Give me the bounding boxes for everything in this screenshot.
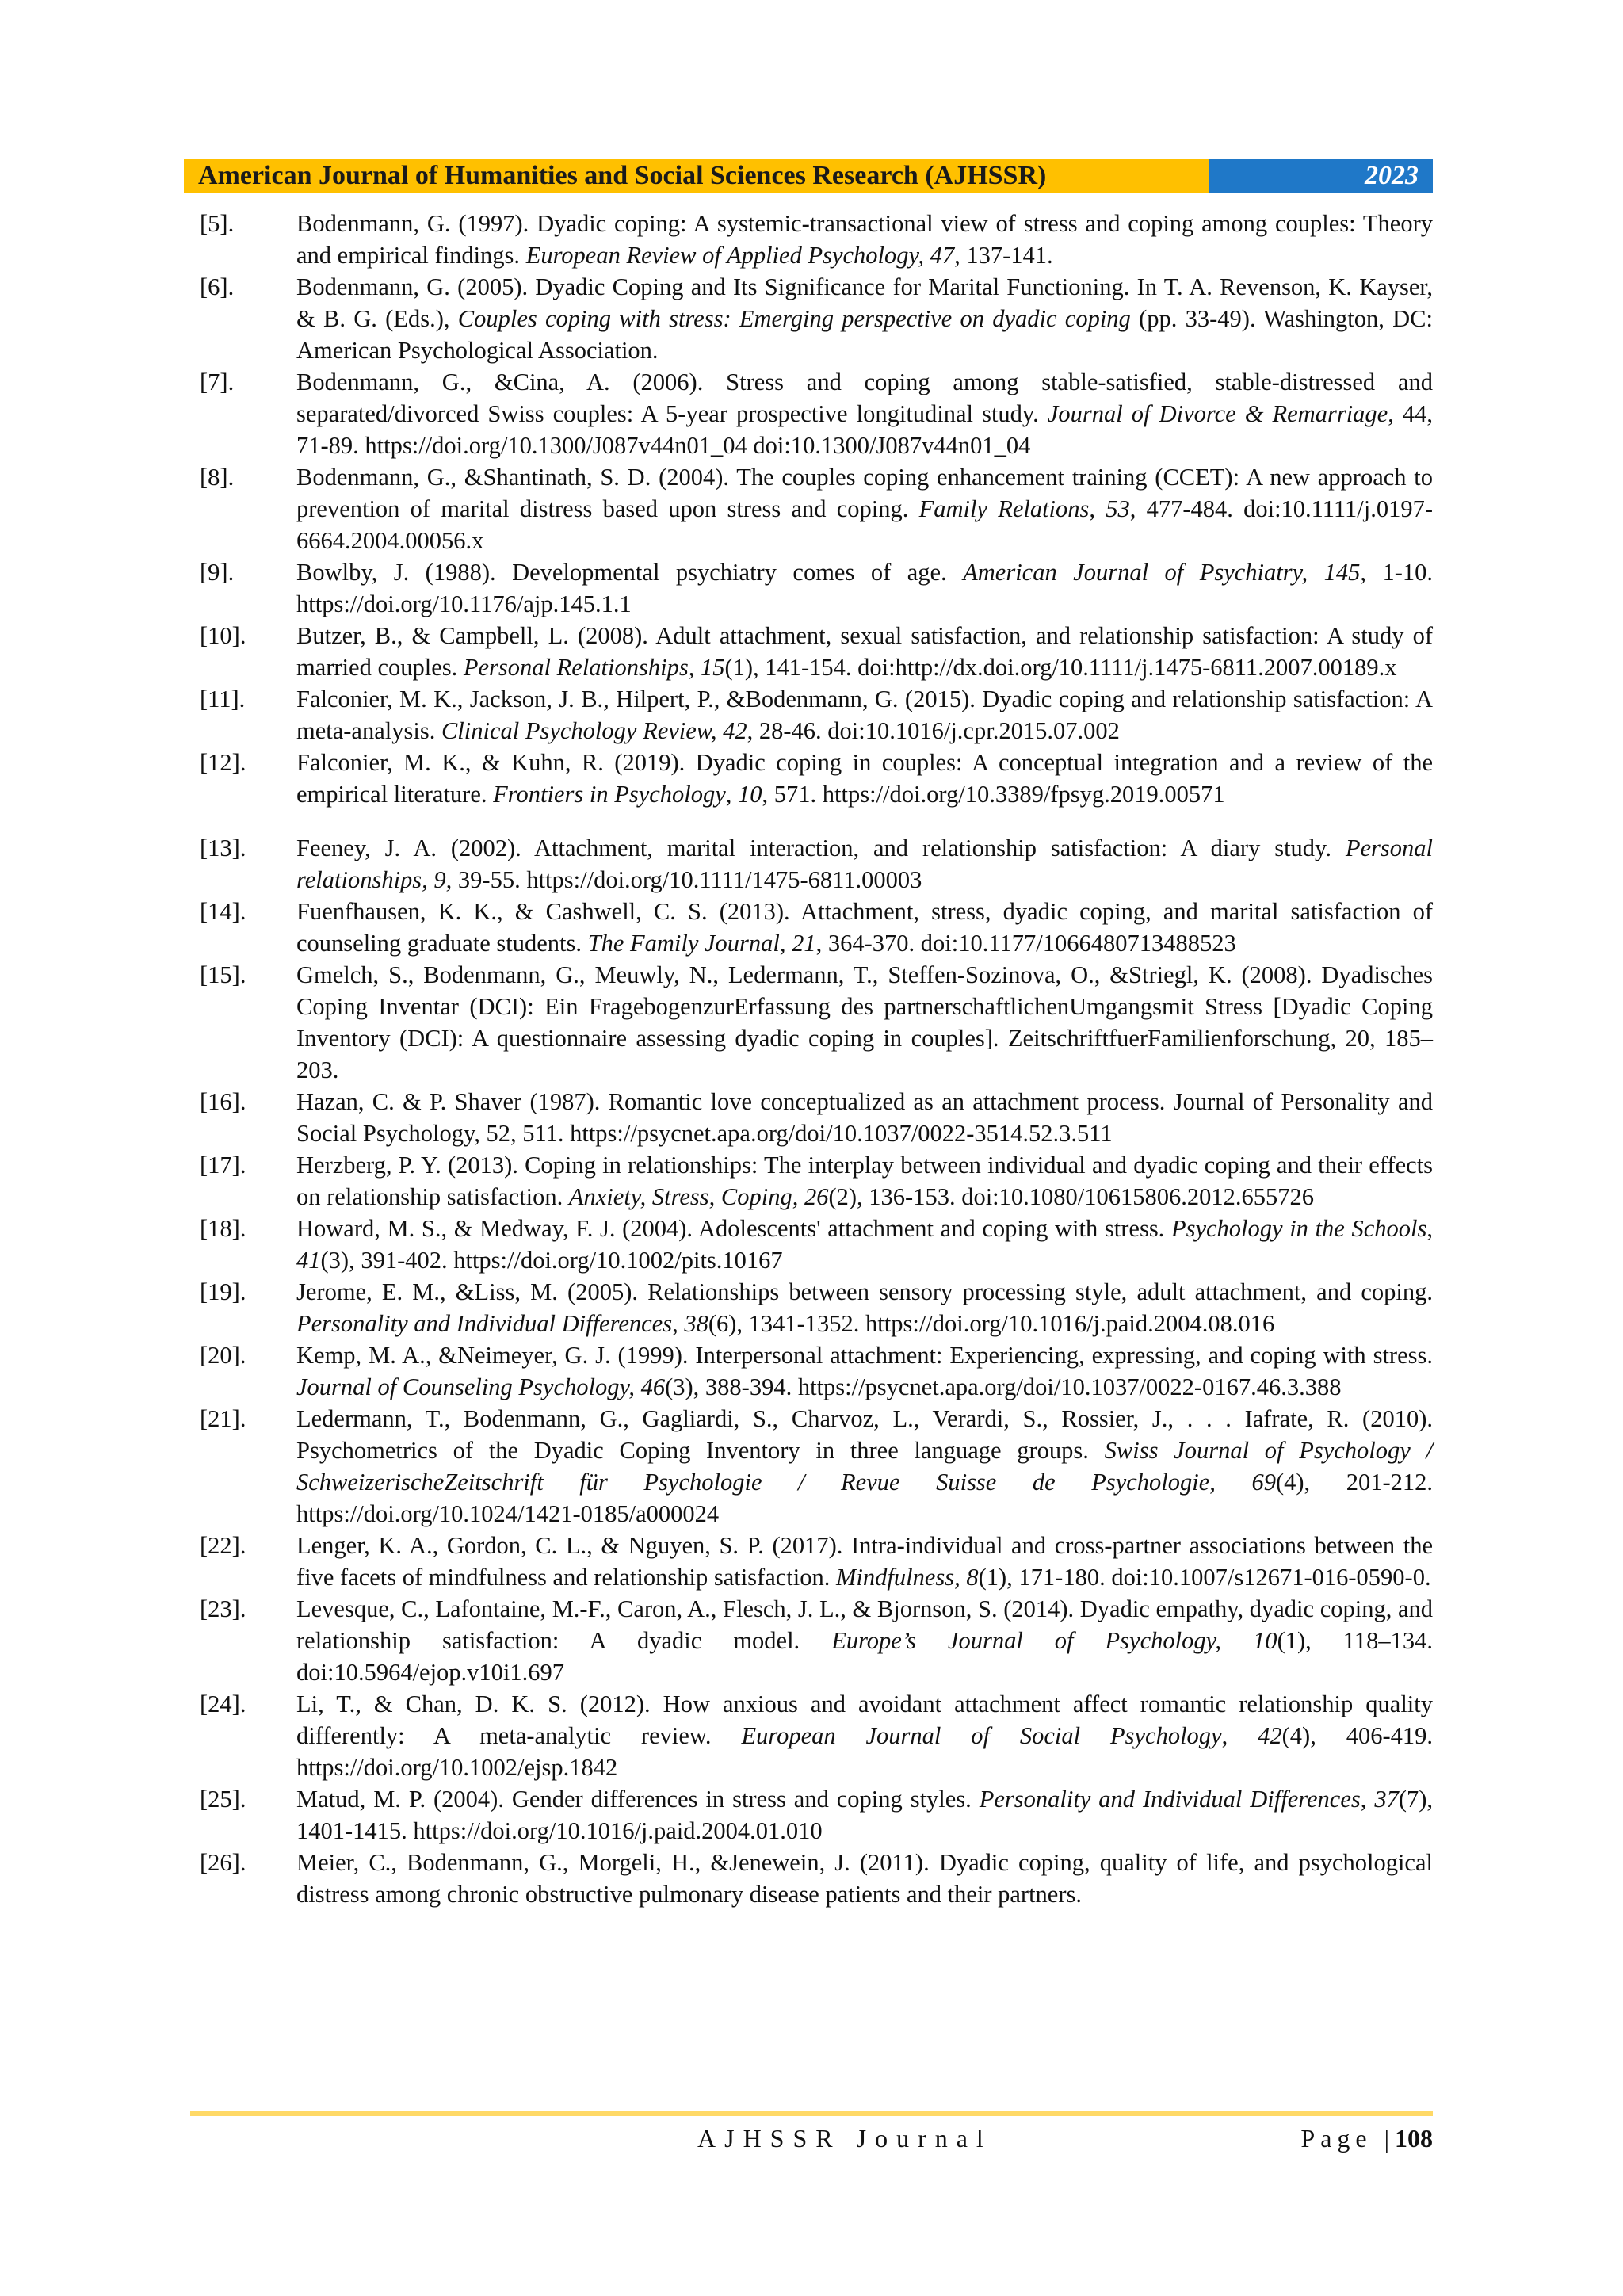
reference-text-segment: , 477-484. doi:10.1111/j.0197-6664.2004.00056.x <box>296 495 1433 554</box>
reference-source-italic: Personality and Individual Differences <box>296 1310 673 1337</box>
reference-text <box>296 1276 1433 1339</box>
reference-text <box>296 1149 1433 1213</box>
reference-source-italic: European Review of Applied Psychology, 47 <box>525 242 955 269</box>
reference-source-italic: The Family Journal, 21 <box>587 930 816 957</box>
reference-number: [12]. <box>200 749 246 776</box>
reference-number: [8]. <box>200 464 235 491</box>
reference-text-segment: (1), 141-154. doi:http://dx.doi.org/10.1111/j.1475-6811.2007.00189.x <box>724 654 1397 681</box>
reference-text-segment: Jerome, E. M., &Liss, M. (2005). Relationships between sensory processing style, adult attachment, and coping. <box>296 1278 1433 1305</box>
reference-number: [26]. <box>200 1849 246 1876</box>
reference-list <box>200 208 1433 1910</box>
reference-source-italic: European Journal of Social Psychology <box>741 1722 1222 1749</box>
reference-item <box>200 461 1433 556</box>
reference-number: [22]. <box>200 1532 246 1559</box>
reference-text-segment: Howard, M. S., & Medway, F. J. (2004). Adolescents' attachment and coping with stress. <box>296 1215 1171 1242</box>
reference-text-segment: , <box>1360 1786 1375 1813</box>
reference-text-segment: (7), 1401-1415. https://doi.org/10.1016/j.paid.2004.01.010 <box>296 1786 1434 1844</box>
reference-item <box>200 1086 1433 1149</box>
reference-number: [25]. <box>200 1786 246 1813</box>
reference-item <box>200 1783 1433 1847</box>
reference-text-segment: Matud, M. P. (2004). Gender differences in stress and coping styles. <box>296 1786 980 1813</box>
reference-text-segment: , <box>1221 1722 1258 1749</box>
reference-text-segment: , <box>1426 1215 1433 1242</box>
reference-item <box>200 959 1433 1086</box>
reference-item <box>200 1213 1433 1276</box>
reference-item <box>200 556 1433 620</box>
reference-text-segment: Kemp, M. A., &Neimeyer, G. J. (1999). Interpersonal attachment: Experiencing, expressing, and coping with stress. <box>296 1342 1433 1369</box>
reference-text-segment: 39-55. https://doi.org/10.1111/1475-6811.00003 <box>452 866 922 893</box>
journal-year: 2023 <box>1209 159 1433 193</box>
reference-item <box>200 271 1433 366</box>
journal-header <box>184 159 1433 193</box>
reference-text-segment: Bodenmann, G. (1997). Dyadic coping: A systemic-transactional view of stress and coping among couples: Theory and empirical findings. <box>296 210 1433 269</box>
reference-text-segment: , 28-46. doi:10.1016/j.cpr.2015.07.002 <box>747 717 1120 744</box>
reference-text <box>296 461 1433 556</box>
reference-text-segment: Li, T., & Chan, D. K. S. (2012). How anxious and avoidant attachment affect romantic relationship quality differently: A meta-analytic review. <box>296 1690 1433 1749</box>
reference-source-italic: Family Relations, 53 <box>918 495 1130 522</box>
reference-number: [23]. <box>200 1595 246 1622</box>
reference-text-segment: Butzer, B., & Campbell, L. (2008). Adult attachment, sexual satisfaction, and relationship satisfaction: A study of married couples. <box>296 622 1433 681</box>
reference-item <box>200 1593 1433 1688</box>
reference-number: [9]. <box>200 559 235 586</box>
reference-source-italic: Frontiers in Psychology <box>493 781 726 808</box>
reference-text-segment: (1), 118–134. doi:10.5964/ejop.v10i1.697 <box>296 1627 1433 1686</box>
reference-number: [11]. <box>200 686 246 712</box>
reference-number: [17]. <box>200 1152 246 1179</box>
reference-source-italic: Anxiety, Stress, Coping, 26 <box>568 1183 829 1210</box>
reference-text-segment: Falconier, M. K., & Kuhn, R. (2019). Dyadic coping in couples: A conceptual integration and a review of the empirical literature. <box>296 749 1433 808</box>
reference-text-segment: , <box>725 781 739 808</box>
reference-source-italic: Couples coping with stress: Emerging perspective on dyadic coping <box>457 305 1131 332</box>
reference-source-italic: 41 <box>296 1247 321 1274</box>
reference-text-segment: , 1-10. https://doi.org/10.1176/ajp.145.1.1 <box>296 559 1433 617</box>
reference-item <box>200 1688 1433 1783</box>
reference-item <box>200 1530 1433 1593</box>
reference-item <box>200 683 1433 747</box>
reference-number: [20]. <box>200 1342 246 1369</box>
reference-item <box>200 366 1433 461</box>
reference-text-segment: (1), 171-180. doi:10.1007/s12671-016-0590-0. <box>978 1564 1431 1591</box>
reference-text-segment: , 137-141. <box>954 242 1053 269</box>
reference-text-segment: (4), 201-212. https://doi.org/10.1024/1421-0185/a000024 <box>296 1469 1433 1527</box>
reference-number: [21]. <box>200 1405 246 1432</box>
reference-source-italic: Personality and Individual Differences <box>979 1786 1361 1813</box>
reference-text-segment: Fuenfhausen, K. K., & Cashwell, C. S. (2013). Attachment, stress, dyadic coping, and marital satisfaction of counseling graduate students. <box>296 898 1433 957</box>
reference-text <box>296 1530 1433 1593</box>
footer-page-label: Page | <box>1300 2124 1395 2153</box>
reference-text <box>296 1086 1433 1149</box>
reference-text-segment: Bodenmann, G., &Shantinath, S. D. (2004). The couples coping enhancement training (CCET): A new approach to prevention of marital distress based upon stress and coping. <box>296 464 1433 522</box>
reference-text-segment: (2), 136-153. doi:10.1080/10615806.2012.655726 <box>828 1183 1314 1210</box>
reference-text-segment: Bodenmann, G., &Cina, A. (2006). Stress and coping among stable-satisfied, stable-distressed and separated/divorced Swiss couples: A 5-year prospective longitudinal study. <box>296 369 1433 427</box>
reference-item <box>200 620 1433 683</box>
reference-number: [18]. <box>200 1215 246 1242</box>
reference-text-segment: Bodenmann, G. (2005). Dyadic Coping and Its Significance for Marital Functioning. In T. A. Revenson, K. Kayser, & B. G. (Eds.), <box>296 273 1433 332</box>
reference-text <box>296 747 1433 810</box>
reference-text-segment: Meier, C., Bodenmann, G., Morgeli, H., &Jenewein, J. (2011). Dyadic coping, quality of life, and psychological distress among chronic obstructive pulmonary disease patients and their partners. <box>296 1849 1433 1908</box>
reference-source-italic: Journal of Divorce & Remarriage <box>1047 400 1388 427</box>
reference-text <box>296 1213 1433 1276</box>
reference-number: [24]. <box>200 1690 246 1717</box>
reference-source-italic: 42 <box>1258 1722 1282 1749</box>
reference-text <box>296 832 1433 896</box>
footer-divider <box>190 2111 1433 2116</box>
reference-text-segment: Herzberg, P. Y. (2013). Coping in relationships: The interplay between individual and dyadic coping and their effects on relationship satisfaction. <box>296 1152 1433 1210</box>
reference-item <box>200 208 1433 271</box>
reference-source-italic: 38 <box>684 1310 708 1337</box>
reference-item <box>200 1847 1433 1910</box>
footer-page-number <box>1300 2121 1433 2156</box>
reference-source-italic: Personal Relationships, 15 <box>463 654 725 681</box>
reference-text <box>296 208 1433 271</box>
reference-text-segment: , 44, 71-89. https://doi.org/10.1300/J087v44n01_04 doi:10.1300/J087v44n01_04 <box>296 400 1434 459</box>
reference-item <box>200 1403 1433 1530</box>
reference-number: [14]. <box>200 898 246 925</box>
reference-text <box>296 556 1433 620</box>
reference-source-italic: Journal of Counseling Psychology, 46 <box>296 1373 666 1400</box>
reference-text-segment: , 571. https://doi.org/10.3389/fpsyg.2019.00571 <box>762 781 1225 808</box>
reference-text-segment: Feeney, J. A. (2002). Attachment, marital interaction, and relationship satisfaction: A diary study. <box>296 835 1346 861</box>
reference-number: [10]. <box>200 622 246 649</box>
reference-text-segment: Falconier, M. K., Jackson, J. B., Hilpert, P., &Bodenmann, G. (2015). Dyadic coping and relationship satisfaction: A meta-analysis. <box>296 686 1433 744</box>
reference-text-segment: Lenger, K. A., Gordon, C. L., & Nguyen, S. P. (2017). Intra-individual and cross-partner associations between the five facets of mindfulness and relationship satisfaction. <box>296 1532 1433 1591</box>
reference-text-segment: , <box>672 1310 685 1337</box>
reference-source-italic: Swiss Journal of Psychology / SchweizerischeZeitschrift für Psychologie / Revue Suisse de Psychologie, 69 <box>296 1437 1433 1496</box>
reference-source-italic: Personal relationships, 9, <box>296 835 1433 893</box>
reference-item <box>200 1276 1433 1339</box>
reference-source-italic: Europe’s Journal of Psychology, 10 <box>831 1627 1277 1654</box>
reference-text <box>296 1403 1433 1530</box>
footer-journal-name: AJHSSR Journal <box>697 2124 992 2153</box>
reference-source-italic: Mindfulness, 8 <box>835 1564 979 1591</box>
reference-text-segment: (3), 391-402. https://doi.org/10.1002/pits.10167 <box>320 1247 783 1274</box>
reference-number: [16]. <box>200 1088 246 1115</box>
reference-source-italic: Psychology in the Schools <box>1170 1215 1427 1242</box>
reference-number: [7]. <box>200 369 235 395</box>
reference-item <box>200 1339 1433 1403</box>
reference-text <box>296 271 1433 366</box>
reference-number: [15]. <box>200 961 246 988</box>
reference-text-segment: Gmelch, S., Bodenmann, G., Meuwly, N., Ledermann, T., Steffen-Sozinova, O., &Striegl, K. (2008). Dyadisches Coping Inventar (DCI): Ein FragebogenzurErfassung des partnerschaftlichenUmgangsmit Stress [Dyadic Coping Inventory (DCI): A questionnaire assessing dyadic coping in couples]. ZeitschriftfuerFamilienforschung, 20, 185–203. <box>296 961 1433 1083</box>
reference-item <box>200 747 1433 810</box>
reference-number: [13]. <box>200 835 246 861</box>
page-number: 108 <box>1395 2124 1433 2153</box>
reference-number: [6]. <box>200 273 235 300</box>
reference-text-segment: (6), 1341-1352. https://doi.org/10.1016/j.paid.2004.08.016 <box>708 1310 1275 1337</box>
reference-text <box>296 620 1433 683</box>
reference-number: [19]. <box>200 1278 246 1305</box>
reference-source-italic: 37 <box>1374 1786 1399 1813</box>
reference-item <box>200 896 1433 959</box>
reference-text <box>296 1339 1433 1403</box>
reference-text <box>296 1688 1433 1783</box>
reference-text <box>296 1593 1433 1688</box>
reference-source-italic: American Journal of Psychiatry, 145 <box>963 559 1361 586</box>
reference-number: [5]. <box>200 210 235 237</box>
reference-text <box>296 896 1433 959</box>
reference-text <box>296 683 1433 747</box>
reference-text-segment: Hazan, C. & P. Shaver (1987). Romantic love conceptualized as an attachment process. Journal of Personality and Social Psychology, 52, 511. https://psycnet.apa.org/doi/10.1037/0022-3514.52.3.511 <box>296 1088 1433 1147</box>
reference-text-segment: (3), 388-394. https://psycnet.apa.org/doi/10.1037/0022-0167.46.3.388 <box>665 1373 1342 1400</box>
journal-title: American Journal of Humanities and Social Sciences Research (AJHSSR) <box>184 159 1209 193</box>
reference-text <box>296 366 1433 461</box>
reference-text <box>296 959 1433 1086</box>
reference-text-segment: Levesque, C., Lafontaine, M.-F., Caron, A., Flesch, J. L., & Bjornson, S. (2014). Dyadic empathy, dyadic coping, and relationship satisfaction: A dyadic model. <box>296 1595 1433 1654</box>
reference-text <box>296 1783 1433 1847</box>
reference-text <box>296 1847 1433 1910</box>
reference-text-segment: (4), 406-419. https://doi.org/10.1002/ejsp.1842 <box>296 1722 1433 1781</box>
reference-text-segment: (pp. 33-49). Washington, DC: American Psychological Association. <box>296 305 1433 364</box>
reference-source-italic: 10 <box>738 781 762 808</box>
reference-text-segment: Bowlby, J. (1988). Developmental psychiatry comes of age. <box>296 559 964 586</box>
reference-source-italic: Clinical Psychology Review, 42 <box>441 717 747 744</box>
reference-text-segment: Ledermann, T., Bodenmann, G., Gagliardi, S., Charvoz, L., Verardi, S., Rossier, J., . . . Iafrate, R. (2010). Psychometrics of the Dyadic Coping Inventory in three language groups. <box>296 1405 1433 1464</box>
reference-item <box>200 832 1433 896</box>
reference-item <box>200 1149 1433 1213</box>
reference-text-segment: , 364-370. doi:10.1177/1066480713488523 <box>815 930 1236 957</box>
